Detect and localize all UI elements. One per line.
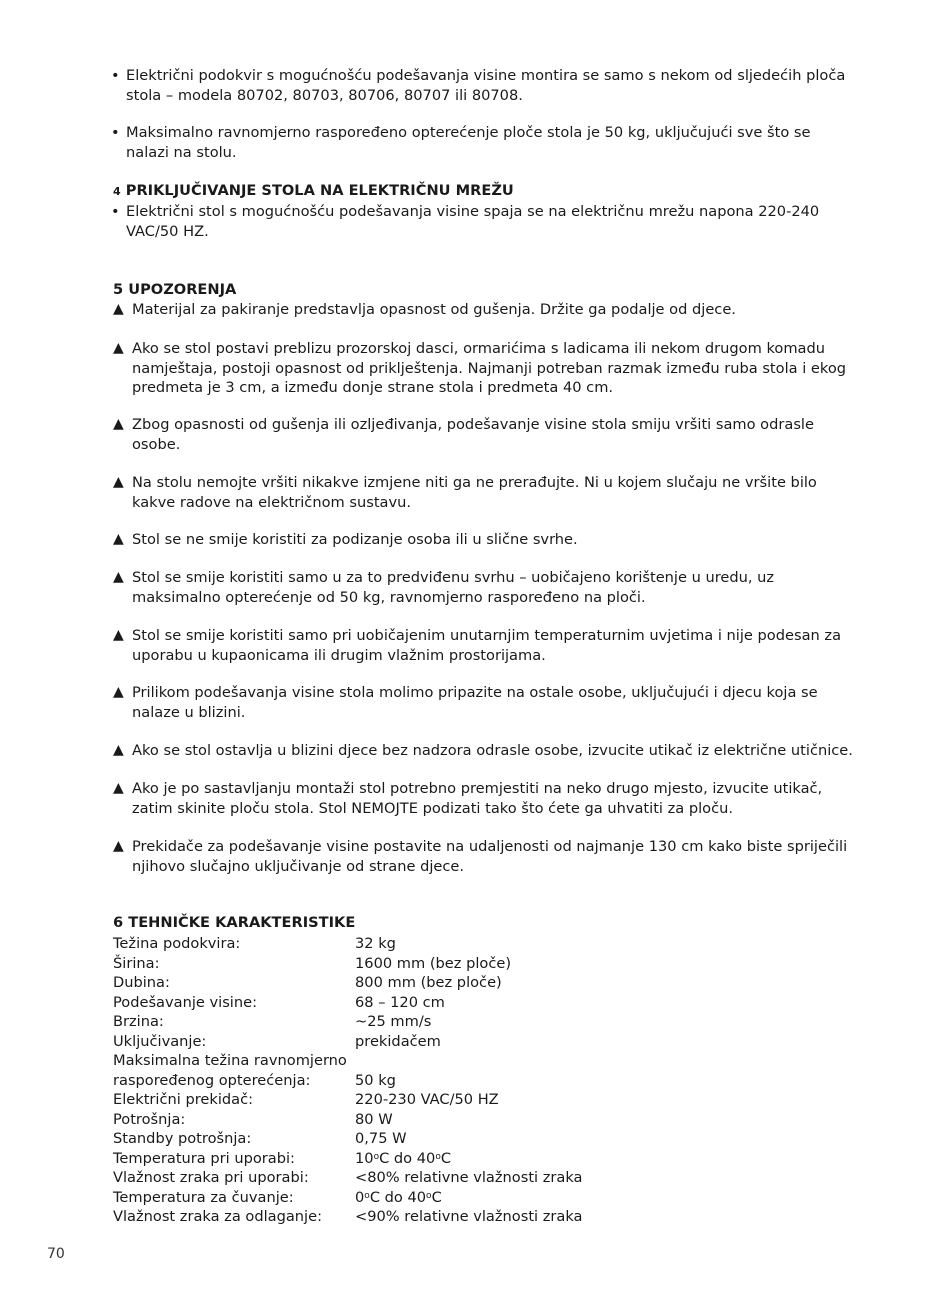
- warning-text: Stol se smije koristiti samo pri uobičajenim unutarnjim temperaturnim uvjetima i nije podesan za uporabu u kupaonicama ili drugim vlažnim prostorijama.: [132, 627, 842, 664]
- temp-min: 10: [355, 1149, 374, 1167]
- spec-label: Vlažnost zraka pri uporabi:: [113, 1169, 309, 1186]
- warning-triangle-icon: ▲: [113, 684, 124, 700]
- section-title: UPOZORENJA: [128, 281, 237, 298]
- section-6-heading: [113, 913, 355, 933]
- warning-item: [113, 683, 862, 722]
- spec-value: 68 – 120 cm: [355, 993, 445, 1011]
- degree-mark: o: [364, 1190, 370, 1201]
- warning-item: [113, 779, 862, 818]
- spec-label: Potrošnja:: [113, 1110, 186, 1128]
- degree-mark: o: [373, 1151, 380, 1162]
- degree-mark: o: [426, 1190, 432, 1201]
- section-4-bullet: [111, 202, 856, 241]
- spec-row: [113, 1071, 673, 1091]
- temp-min: 0: [355, 1188, 365, 1206]
- spec-value: prekidačem: [355, 1032, 441, 1050]
- spec-value: <90% relativne vlažnosti zraka: [355, 1208, 583, 1225]
- spec-label: raspoređenog opterećenja:: [113, 1071, 311, 1089]
- degree-mark: o: [435, 1151, 441, 1162]
- spec-label: Širina:: [113, 954, 160, 972]
- warning-triangle-icon: ▲: [113, 531, 124, 547]
- spec-label: Temperatura za čuvanje:: [113, 1188, 294, 1206]
- warning-triangle-icon: ▲: [113, 569, 124, 585]
- warning-text: Ako se stol ostavlja u blizini djece bez nadzora odrasle osobe, izvucite utikač iz električne utičnice.: [132, 742, 853, 759]
- temp-unit: C: [431, 1188, 442, 1206]
- spec-label: Standby potrošnja:: [113, 1130, 252, 1147]
- spec-row: [113, 1129, 673, 1149]
- spec-row: [113, 1090, 673, 1110]
- spec-row: [113, 1051, 673, 1071]
- spec-table: [113, 934, 673, 1227]
- spec-label: Vlažnost zraka za odlaganje:: [113, 1208, 323, 1225]
- warning-item: [113, 568, 862, 607]
- temp-mid: C do 40: [369, 1188, 427, 1206]
- warning-text: Ako se stol postavi preblizu prozorskoj dasci, ormarićima s ladicama ili nekom drugom komadu namještaja, postoji opasnost od priklještenja. Najmanji potreban razmak između ruba stola i ekog predmeta je 3 cm, a između donje strane stola i predmeta 40 cm.: [132, 340, 847, 396]
- spec-label: Maksimalna težina ravnomjerno: [113, 1052, 347, 1069]
- bullet-text: Maksimalno ravnomjerno raspoređeno opterećenje ploče stola je 50 kg, uključujući sve što se nalazi na stolu.: [126, 124, 811, 161]
- warning-item: [113, 837, 862, 876]
- spec-label: Uključivanje:: [113, 1032, 207, 1050]
- section-number: 6: [113, 914, 124, 931]
- section-number: 5: [113, 281, 124, 298]
- intro-bullet-2: [111, 123, 856, 162]
- spec-row: [113, 1110, 673, 1130]
- spec-value: 220-230 VAC/50 HZ: [355, 1091, 499, 1108]
- spec-value: [355, 1051, 673, 1071]
- section-4-heading: [113, 181, 514, 202]
- spec-value: 32 kg: [355, 935, 396, 952]
- warning-text: Ako je po sastavljanju montaži stol potrebno premjestiti na neko drugo mjesto, izvucite utikač, zatim skinite ploču stola. Stol NEMOJTE podizati tako što ćete ga uhvatiti za ploču.: [132, 780, 823, 817]
- page-number: 70: [47, 1246, 65, 1262]
- warning-triangle-icon: ▲: [113, 780, 124, 796]
- warning-text: Stol se ne smije koristiti za podizanje osoba ili u slične svrhe.: [132, 531, 578, 548]
- spec-value: [355, 1188, 673, 1208]
- temp-mid: C do 40: [379, 1149, 436, 1167]
- spec-row: [113, 1188, 673, 1208]
- warning-item: [113, 741, 862, 761]
- bullet-text: Električni podokvir s mogućnošću podešavanja visine montira se samo s nekom od sljedećih ploča stola – modela 80702, 80703, 80706, 80707 ili 80708.: [126, 67, 846, 104]
- spec-value: 80 W: [355, 1110, 393, 1128]
- spec-value: ~25 mm/s: [355, 1013, 432, 1030]
- spec-value: <80% relativne vlažnosti zraka: [355, 1169, 583, 1186]
- warning-triangle-icon: ▲: [113, 340, 124, 356]
- warning-item: [113, 530, 862, 550]
- warning-text: Zbog opasnosti od gušenja ili ozljeđivanja, podešavanje visine stola smiju vršiti samo odrasle osobe.: [132, 416, 814, 453]
- spec-row: [113, 993, 673, 1013]
- spec-label: Brzina:: [113, 1013, 164, 1030]
- spec-value: 0,75 W: [355, 1130, 407, 1147]
- spec-row: [113, 934, 673, 954]
- spec-row: [113, 1207, 673, 1227]
- section-title: PRIKLJUČIVANJE STOLA NA ELEKTRIČNU MREŽU: [125, 182, 514, 199]
- spec-row: [113, 1012, 673, 1032]
- section-number: 4: [113, 185, 121, 198]
- warning-item: [113, 473, 862, 512]
- intro-bullet-1: [111, 66, 856, 105]
- section-5-heading: [113, 280, 236, 300]
- spec-row: [113, 1032, 673, 1052]
- spec-row: [113, 973, 673, 993]
- bullet-dot: •: [111, 203, 120, 220]
- warning-triangle-icon: ▲: [113, 742, 124, 758]
- warning-item: [113, 415, 862, 454]
- temp-unit: C: [440, 1149, 452, 1167]
- spec-row: [113, 1168, 673, 1188]
- warning-triangle-icon: ▲: [113, 627, 124, 643]
- spec-value: 50 kg: [355, 1071, 396, 1089]
- bullet-dot: •: [111, 67, 120, 84]
- section-title: TEHNIČKE KARAKTERISTIKE: [128, 914, 356, 931]
- warning-text: Materijal za pakiranje predstavlja opasnost od gušenja. Držite ga podalje od djece.: [132, 301, 736, 318]
- warning-item: [113, 339, 862, 398]
- spec-value: [355, 1149, 673, 1169]
- spec-label: Temperatura pri uporabi:: [113, 1149, 295, 1167]
- warning-text: Na stolu nemojte vršiti nikakve izmjene niti ga ne prerađujte. Ni u kojem slučaju ne vršite bilo kakve radove na električnom sustavu.: [132, 474, 817, 511]
- warning-triangle-icon: ▲: [113, 474, 124, 490]
- spec-label: Dubina:: [113, 974, 170, 991]
- spec-value: 1600 mm (bez ploče): [355, 954, 512, 972]
- spec-label: Podešavanje visine:: [113, 993, 257, 1011]
- warning-triangle-icon: ▲: [113, 301, 124, 317]
- spec-row: [113, 954, 673, 974]
- bullet-dot: •: [111, 124, 120, 141]
- warning-item: [113, 300, 862, 320]
- spec-row: [113, 1149, 673, 1169]
- bullet-text: Električni stol s mogućnošću podešavanja visine spaja se na električnu mrežu napona 220-240 VAC/50 HZ.: [126, 203, 820, 240]
- spec-label: Težina podokvira:: [113, 935, 241, 952]
- spec-value: 800 mm (bez ploče): [355, 974, 502, 991]
- spec-label: Električni prekidač:: [113, 1091, 254, 1108]
- warning-item: [113, 626, 862, 665]
- warning-text: Prilikom podešavanja visine stola molimo pripazite na ostale osobe, uključujući i djecu koja se nalaze u blizini.: [132, 684, 818, 721]
- warning-triangle-icon: ▲: [113, 838, 124, 854]
- warning-triangle-icon: ▲: [113, 416, 124, 432]
- warning-text: Stol se smije koristiti samo u za to predviđenu svrhu – uobičajeno korištenje u uredu, uz maksimalno opterećenje od 50 kg, ravnomjerno raspoređeno na ploči.: [132, 569, 775, 606]
- warning-text: Prekidače za podešavanje visine postavite na udaljenosti od najmanje 130 cm kako biste spriječili njihovo slučajno uključivanje od strane djece.: [132, 838, 848, 875]
